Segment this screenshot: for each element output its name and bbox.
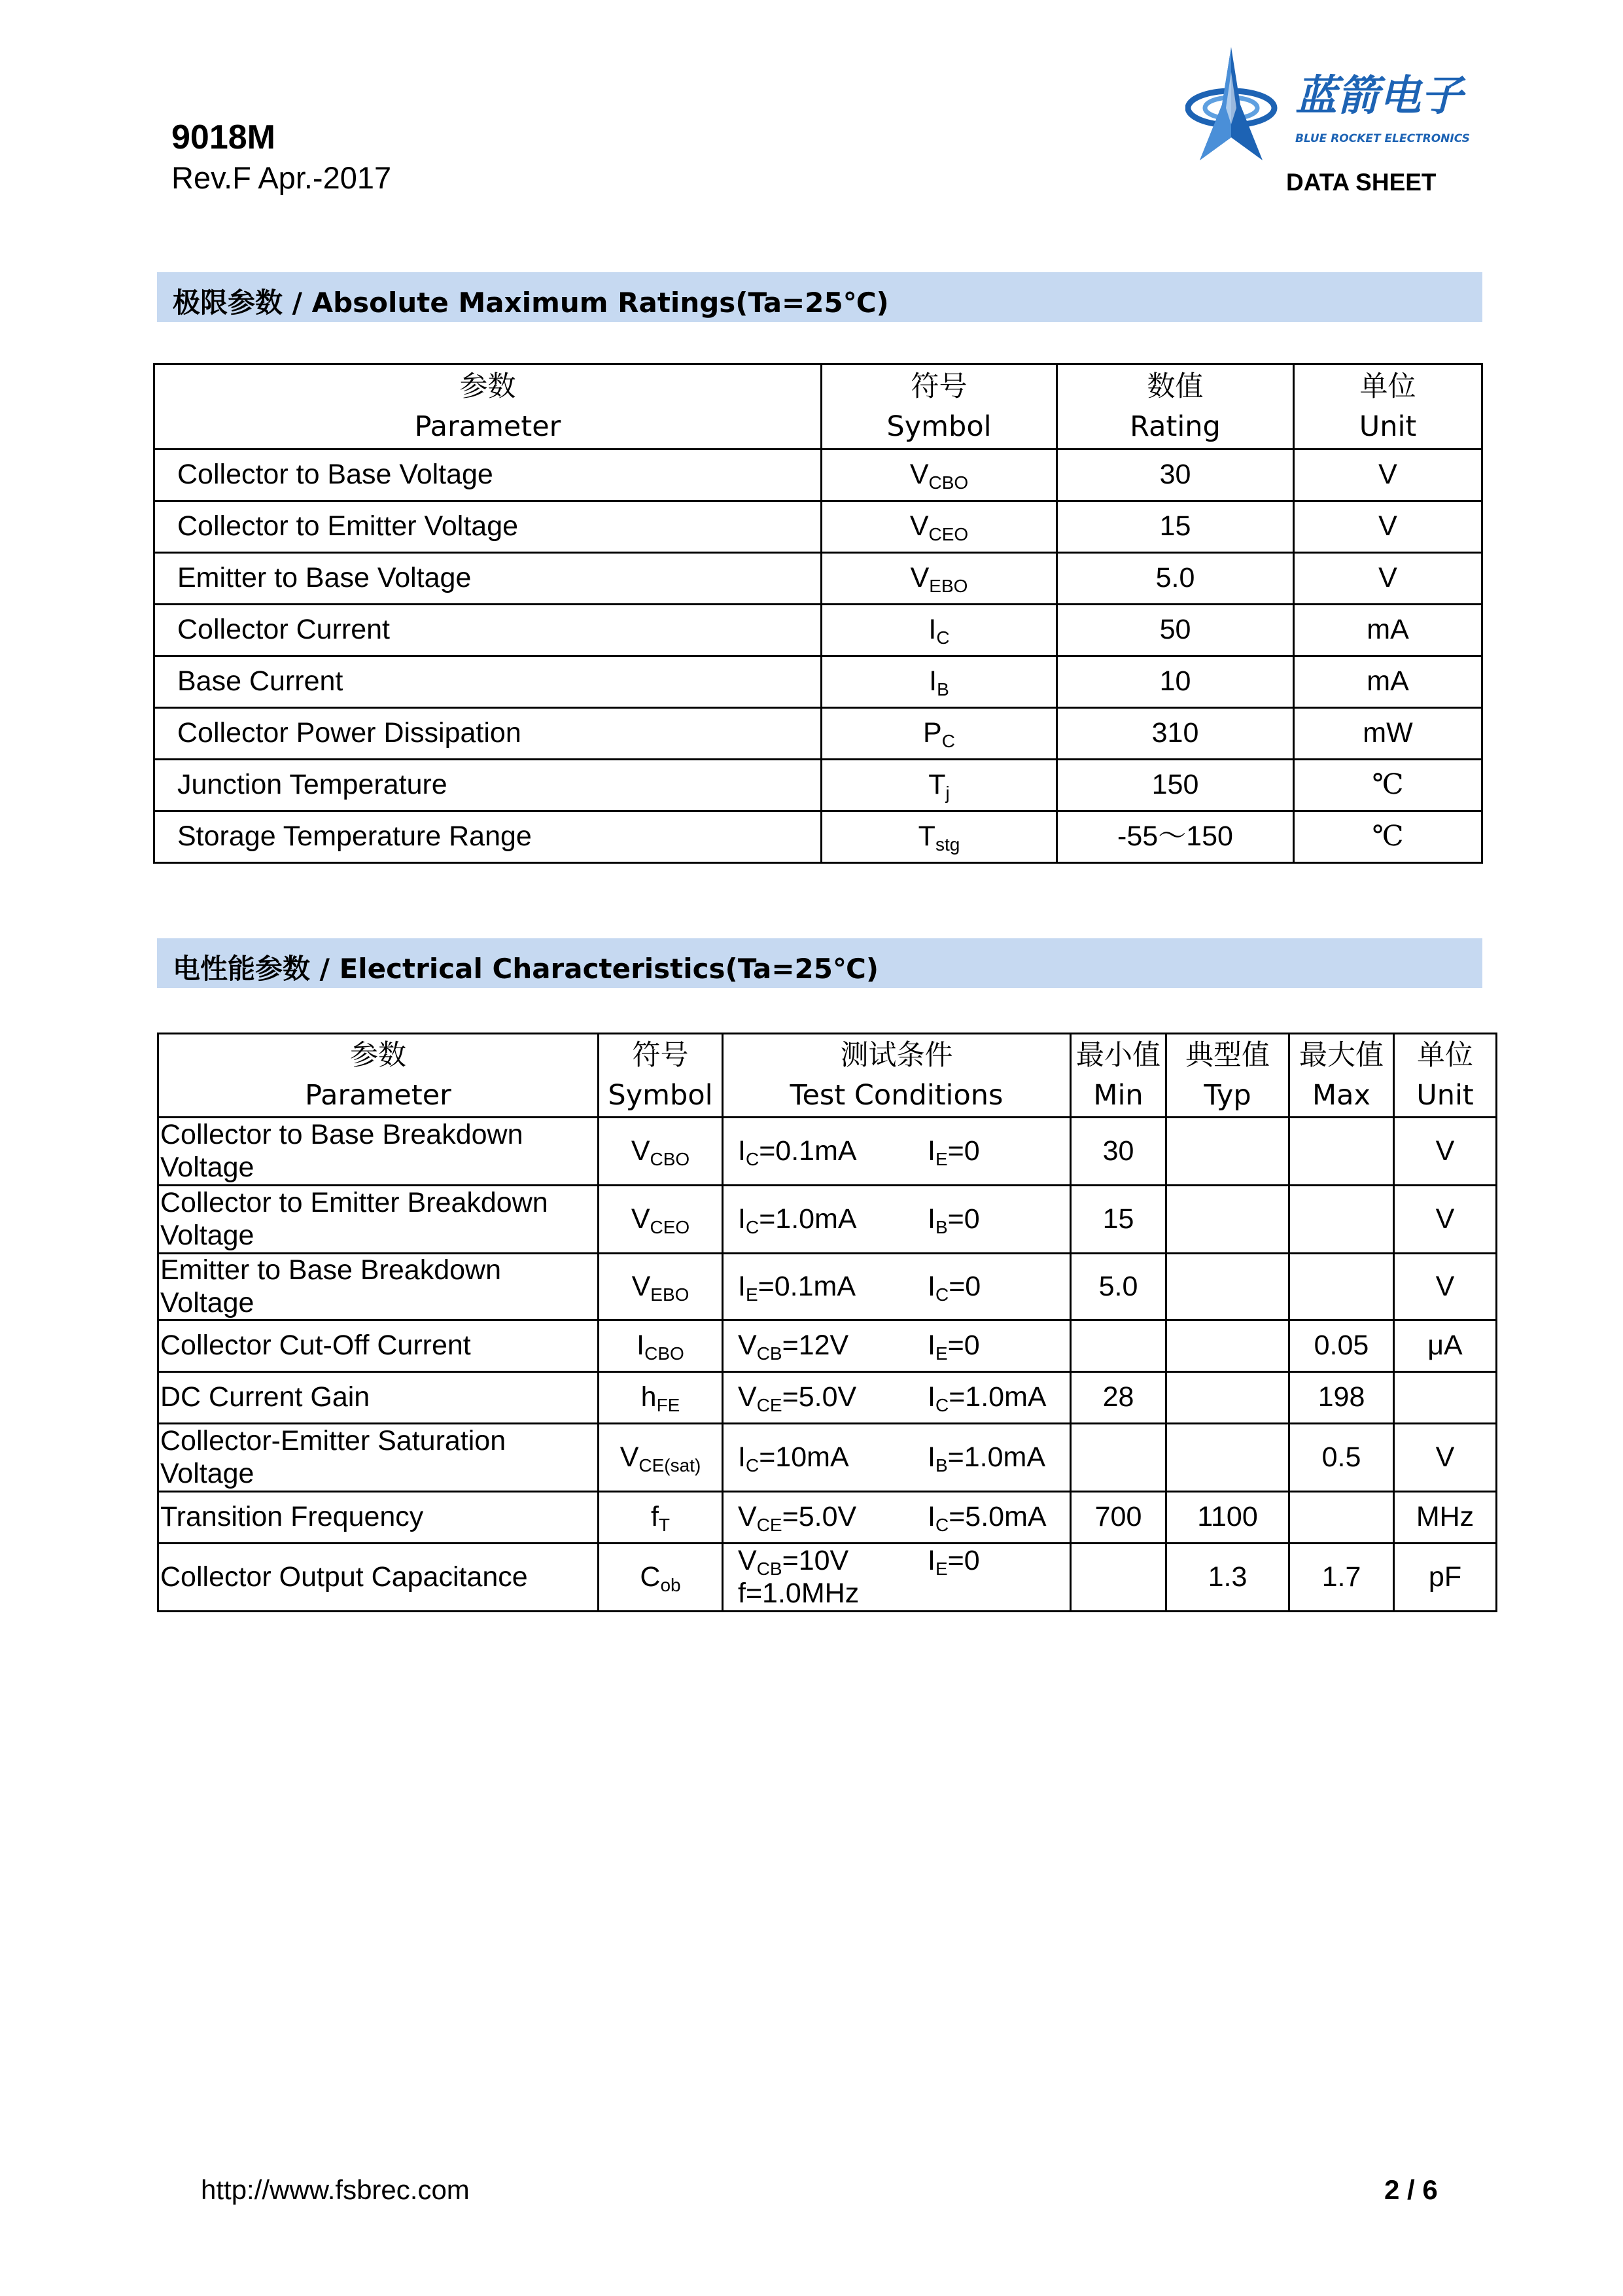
parameter-cell: Collector to Emitter Voltage [154,501,822,553]
condition-value: =5.0mA [949,1501,1047,1533]
rating-cell: -55～150 [1057,811,1294,863]
symbol-subscript: EBO [929,576,968,597]
parameter-line: Voltage [160,1286,254,1318]
header-rating: 数值 Rating [1057,364,1294,450]
website-url[interactable]: http://www.fsbrec.com [201,2174,470,2205]
symbol-cell [599,1254,723,1320]
symbol-subscript: CE [756,1515,782,1536]
unit-cell: V [1294,553,1482,605]
section-title: 电性能参数 / Electrical Characteristics(Ta=25℃) [173,953,879,985]
parameter-line: Voltage [160,1457,254,1489]
typ-cell: 1.3 [1166,1544,1289,1612]
symbol-cell [822,708,1057,760]
section-title: 极限参数 / Absolute Maximum Ratings(Ta=25℃) [173,287,889,319]
table-row [158,1492,1497,1544]
header-unit: 单位 Unit [1394,1034,1497,1118]
symbol-subscript: CE [756,1395,782,1416]
symbol-cell [822,605,1057,656]
table-row [154,450,1482,501]
symbol-base: C [640,1561,661,1593]
condition-value: =1.0mA [759,1203,857,1235]
typ-cell [1166,1254,1289,1320]
condition-2 [928,1330,980,1362]
parameter-cell: Emitter to Base Voltage [154,553,822,605]
condition-line [738,1441,1070,1474]
symbol-base: I [738,1135,746,1167]
parameter-line: Collector to Base Breakdown [160,1119,523,1151]
min-cell: 30 [1071,1118,1166,1186]
table-row [154,760,1482,811]
test-conditions-cell [723,1544,1071,1612]
symbol-subscript: E [935,1559,948,1580]
condition-2 [928,1381,1047,1416]
parameter-cell [158,1320,599,1372]
data-sheet-label: DATA SHEET [1286,169,1437,196]
symbol-subscript: stg [935,834,960,855]
parameter-line: Collector to Emitter Breakdown [160,1187,548,1219]
condition-line [738,1271,1070,1303]
max-cell [1289,1186,1394,1254]
rating-cell: 310 [1057,708,1294,760]
condition-1 [738,1441,849,1473]
condition-1 [738,1135,857,1167]
condition-line [738,1381,1070,1416]
typ-cell [1166,1118,1289,1186]
symbol-subscript: EBO [650,1284,689,1305]
typ-cell: 1100 [1166,1492,1289,1544]
symbol-subscript: B [935,1216,948,1237]
symbol-subscript: C [936,627,950,648]
symbol-subscript: CB [756,1559,782,1580]
unit-cell: V [1294,450,1482,501]
rating-cell: 5.0 [1057,553,1294,605]
test-conditions-cell [723,1320,1071,1372]
symbol-subscript: C [935,1284,949,1305]
unit-cell: mA [1294,605,1482,656]
condition-2 [928,1441,1045,1474]
condition-line [738,1135,1070,1167]
condition-1 [738,1203,857,1235]
symbol-base: I [928,614,937,646]
header-unit: 单位 Unit [1294,364,1482,450]
table-row [158,1118,1497,1186]
parameter-cell: Base Current [154,656,822,708]
symbol-base: V [738,1330,757,1362]
symbol-subscript: CEO [650,1216,690,1237]
symbol-subscript: FE [656,1395,680,1416]
condition-value: =5.0V [782,1501,857,1533]
symbol-base: V [631,1270,651,1302]
min-cell: 700 [1071,1492,1166,1544]
table-row [158,1424,1497,1492]
symbol-base: V [620,1441,639,1473]
test-conditions-cell [723,1186,1071,1254]
revision: Rev.F Apr.-2017 [171,160,392,195]
symbol-base: I [928,1270,935,1302]
symbol-base: V [909,510,929,542]
page-number: 2 / 6 [1384,2174,1438,2205]
symbol-base: I [928,1330,935,1362]
header-typ: 典型值 Typ [1166,1034,1289,1118]
symbol-cell [822,501,1057,553]
table-row [158,1320,1497,1372]
table-row [154,501,1482,553]
unit-cell: V [1394,1254,1497,1320]
condition-value: =0 [947,1135,980,1167]
symbol-cell [822,656,1057,708]
min-cell: 15 [1071,1186,1166,1254]
condition-2 [928,1545,980,1580]
parameter-line: Voltage [160,1151,254,1183]
rating-cell: 50 [1057,605,1294,656]
symbol-cell [599,1320,723,1372]
header-min: 最小值 Min [1071,1034,1166,1118]
brand-en: BLUE ROCKET ELECTRONICS [1295,132,1470,145]
header-test-conditions: 测试条件 Test Conditions [723,1034,1071,1118]
header-parameter: 参数 Parameter [154,364,822,450]
symbol-cell [822,553,1057,605]
condition-line [738,1330,1070,1362]
symbol-base: f [650,1501,659,1533]
rating-cell: 10 [1057,656,1294,708]
typ-cell [1166,1186,1289,1254]
symbol-base: V [910,562,930,594]
symbol-base: V [909,459,929,491]
symbol-subscript: C [745,1455,759,1475]
condition-2 [928,1135,980,1167]
max-cell [1289,1492,1394,1544]
test-conditions-cell [723,1254,1071,1320]
condition-value: =1.0mA [947,1441,1046,1473]
condition-value: =10V [782,1545,849,1577]
parameter-line: Collector Cut-Off Current [160,1330,471,1362]
test-conditions-cell [723,1118,1071,1186]
table-row [154,656,1482,708]
symbol-subscript: ob [660,1574,681,1595]
table-header-row [158,1034,1497,1118]
symbol-subscript: E [745,1284,758,1305]
symbol-cell [822,760,1057,811]
rating-cell: 150 [1057,760,1294,811]
condition-line [738,1203,1070,1235]
header-max: 最大值 Max [1289,1034,1394,1118]
symbol-subscript: j [945,783,950,804]
unit-cell: ℃ [1294,811,1482,863]
symbol-cell [599,1544,723,1612]
symbol-cell [822,811,1057,863]
parameter-line: Collector-Emitter Saturation [160,1425,506,1457]
min-cell [1071,1424,1166,1492]
symbol-subscript: C [935,1515,949,1536]
condition-1 [738,1501,857,1536]
symbol-subscript: B [937,679,949,700]
section-bar-electrical [157,938,1482,988]
parameter-cell [158,1492,599,1544]
symbol-subscript: E [935,1148,948,1169]
unit-cell: V [1394,1118,1497,1186]
unit-cell: pF [1394,1544,1497,1612]
condition-1 [738,1270,856,1305]
symbol-subscript: CBO [928,472,969,493]
condition-line [738,1501,1070,1536]
unit-cell: V [1394,1186,1497,1254]
symbol-subscript: CBO [650,1148,690,1169]
condition-value: =0 [947,1330,980,1362]
parameter-line: Voltage [160,1219,254,1251]
symbol-base: V [738,1501,757,1533]
electrical-characteristics-table [157,1033,1497,1612]
min-cell: 28 [1071,1372,1166,1424]
symbol-subscript: CE(sat) [638,1455,701,1475]
symbol-base: T [918,821,935,853]
table-row [158,1544,1497,1612]
symbol-base: I [928,1501,935,1533]
max-cell [1289,1254,1394,1320]
symbol-base: I [928,1203,935,1235]
header-symbol: 符号 Symbol [822,364,1057,450]
condition-value: =0 [949,1270,981,1302]
header-parameter: 参数 Parameter [158,1034,599,1118]
absolute-max-ratings-table [153,363,1483,864]
parameter-cell [158,1544,599,1612]
condition-value: =0 [947,1545,980,1577]
symbol-base: I [637,1330,645,1362]
unit-cell: μA [1394,1320,1497,1372]
max-cell: 0.5 [1289,1424,1394,1492]
unit-cell [1394,1372,1497,1424]
table-row [154,708,1482,760]
rating-cell: 30 [1057,450,1294,501]
parameter-cell [158,1186,599,1254]
symbol-base: P [923,717,942,749]
symbol-base: I [928,1381,935,1413]
symbol-base: I [738,1441,746,1473]
max-cell: 0.05 [1289,1320,1394,1372]
table-header-row [154,364,1482,450]
condition-line [738,1545,1070,1580]
unit-cell: MHz [1394,1492,1497,1544]
part-number: 9018M [171,118,275,156]
typ-cell [1166,1320,1289,1372]
symbol-base: V [631,1135,650,1167]
unit-cell: V [1394,1424,1497,1492]
symbol-cell [599,1424,723,1492]
table-row [158,1254,1497,1320]
section-bar-absolute-max [157,272,1482,322]
condition-2 [928,1271,981,1303]
condition-value: =10mA [759,1441,849,1473]
unit-cell: ℃ [1294,760,1482,811]
brand-cn: 蓝箭电子 [1295,72,1463,120]
condition-value: =0 [947,1203,980,1235]
condition-value: =0.1mA [759,1135,857,1167]
condition-2 [928,1501,1047,1536]
parameter-line: Collector Output Capacitance [160,1561,528,1593]
condition-1 [738,1545,849,1580]
condition-1 [738,1381,857,1416]
symbol-base: h [640,1381,657,1413]
condition-value: =0.1mA [758,1270,856,1302]
test-conditions-cell [723,1424,1071,1492]
test-conditions-cell [723,1492,1071,1544]
symbol-base: I [738,1270,746,1302]
symbol-cell [822,450,1057,501]
symbol-base: I [928,1135,935,1167]
min-cell [1071,1320,1166,1372]
unit-cell: V [1294,501,1482,553]
table-row [158,1372,1497,1424]
condition-value: =1.0mA [949,1381,1047,1413]
symbol-subscript: C [745,1216,759,1237]
unit-cell: mA [1294,656,1482,708]
rating-cell: 15 [1057,501,1294,553]
header-symbol: 符号 Symbol [599,1034,723,1118]
parameter-line: DC Current Gain [160,1381,370,1413]
parameter-cell: Storage Temperature Range [154,811,822,863]
symbol-subscript: CBO [644,1343,684,1364]
symbol-base: V [631,1203,650,1235]
symbol-subscript: T [658,1515,671,1536]
symbol-subscript: C [935,1395,949,1416]
max-cell: 198 [1289,1372,1394,1424]
parameter-cell [158,1254,599,1320]
symbol-cell [599,1372,723,1424]
symbol-cell [599,1186,723,1254]
condition-2 [928,1203,980,1235]
symbol-base: T [928,769,946,801]
parameter-cell: Junction Temperature [154,760,822,811]
unit-cell: mW [1294,708,1482,760]
symbol-subscript: C [941,731,955,752]
parameter-cell: Collector to Base Voltage [154,450,822,501]
symbol-cell [599,1118,723,1186]
parameter-line: Emitter to Base Breakdown [160,1254,502,1286]
symbol-subscript: CB [756,1343,782,1364]
table-row [158,1186,1497,1254]
symbol-base: I [928,1441,935,1473]
condition-value: =12V [782,1330,849,1362]
symbol-base: V [738,1381,757,1413]
symbol-subscript: E [935,1343,948,1364]
table-row [154,553,1482,605]
typ-cell [1166,1372,1289,1424]
table-row [154,811,1482,863]
test-conditions-cell [723,1372,1071,1424]
symbol-cell [599,1492,723,1544]
symbol-base: I [928,1545,935,1577]
symbol-base: V [738,1545,757,1577]
parameter-cell: Collector Current [154,605,822,656]
blue-rocket-logo [1185,46,1486,170]
parameter-cell: Collector Power Dissipation [154,708,822,760]
symbol-base: I [929,665,937,698]
parameter-cell [158,1424,599,1492]
symbol-subscript: C [745,1148,759,1169]
parameter-cell [158,1372,599,1424]
parameter-line: Transition Frequency [160,1501,424,1533]
max-cell: 1.7 [1289,1544,1394,1612]
condition-1 [738,1330,849,1364]
condition-value: =5.0V [782,1381,857,1413]
symbol-subscript: B [935,1455,948,1475]
symbol-base: I [738,1203,746,1235]
min-cell: 5.0 [1071,1254,1166,1320]
condition-3: f=1.0MHz [738,1577,860,1609]
typ-cell [1166,1424,1289,1492]
max-cell [1289,1118,1394,1186]
parameter-cell [158,1118,599,1186]
symbol-subscript: CEO [928,524,969,545]
table-row [154,605,1482,656]
min-cell [1071,1544,1166,1612]
